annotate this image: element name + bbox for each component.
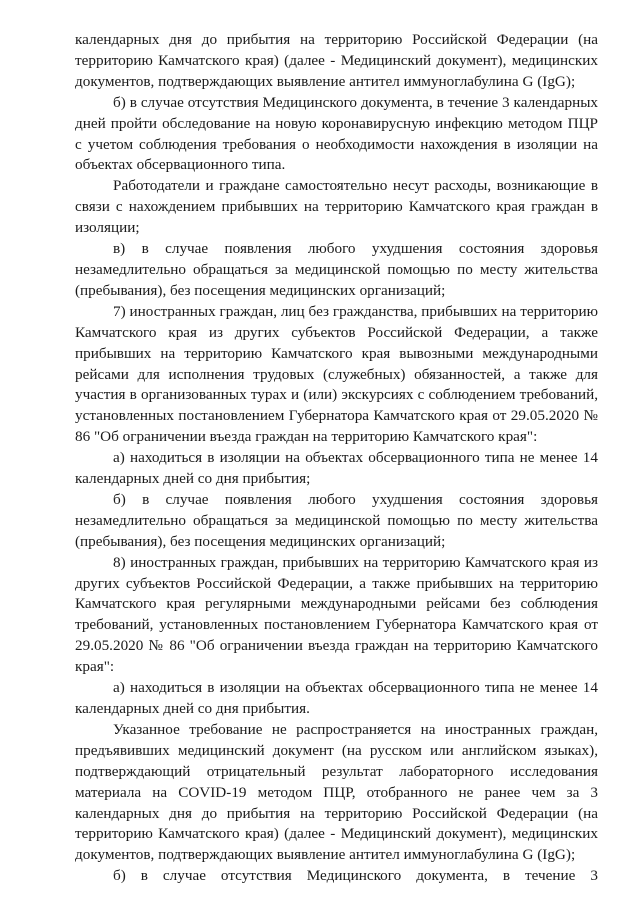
- paragraph: а) находиться в изоляции на объектах обсервационного типа не менее 14 календарных дней со дня прибытия.: [75, 679, 598, 717]
- paragraph: Работодатели и граждане самостоятельно несут расходы, возникающие в связи с нахождением прибывших на территорию Камчатского края граждан в изоляции;: [75, 177, 598, 237]
- paragraph: Указанное требование не распространяется на иностранных граждан, предъявивших медицинский документ (на русском или английском языках), подтверждающий отрицательный результат лабораторного исследования материала на COVID-19 методом ПЦР, отобранного не ранее чем за 3 календарных дня до прибытия на территорию Российской Федерации (на территорию Камчатского края) (далее - Медицинский документ), медицинских документов, подтверждающих выявление антител иммуноглабулина G (IgG);: [75, 720, 598, 864]
- paragraph: 7) иностранных граждан, лиц без гражданства, прибывших на территорию Камчатского края из других субъектов Российской Федерации, а также прибывших на территорию Камчатского края вывозными международными рейсами для исполнения трудовых (служебных) обязанностей, а также для участия в организованных турах и (или) экскурсиях с соблюдением требований, установленных постановлением Губернатора Камчатского края от 29.05.2020 № 86 "Об ограничении въезда граждан на территорию Камчатского края":: [75, 302, 598, 446]
- paragraph: 8) иностранных граждан, прибывших на территорию Камчатского края из других субъектов Российской Федерации, а также прибывших на территорию Камчатского края регулярными международными рейсами без соблюдения требований, установленных постановлением Губернатора Камчатского края от 29.05.2020 № 86 "Об ограничении въезда граждан на территорию Камчатского края":: [75, 553, 598, 676]
- paragraph: а) находиться в изоляции на объектах обсервационного типа не менее 14 календарных дней со дня прибытия;: [75, 449, 598, 488]
- paragraph: б) в случае появления любого ухудшения состояния здоровья незамедлительно обращаться за медицинской помощью по месту жительства (пребывания), без посещения медицинских организаций;: [75, 490, 598, 550]
- paragraph: календарных дня до прибытия на территорию Российской Федерации (на территорию Камчатского края) (далее - Медицинский документ), медицинских документов, подтверждающих выявление антител иммуноглабулина G (IgG);: [75, 31, 598, 90]
- paragraph: в) в случае появления любого ухудшения состояния здоровья незамедлительно обращаться за медицинской помощью по месту жительства (пребывания), без посещения медицинских организаций;: [75, 240, 598, 299]
- paragraph: б) в случае отсутствия Медицинского документа, в течение 3 календарных дней пройти обследование на новую коронавирусную инфекцию методом ПЦР с учетом соблюдения требования о необходимости нахождения в изоляции на объектах обсервационного типа.: [75, 93, 598, 174]
- paragraph: б) в случае отсутствия Медицинского документа, в течение 3: [113, 867, 598, 885]
